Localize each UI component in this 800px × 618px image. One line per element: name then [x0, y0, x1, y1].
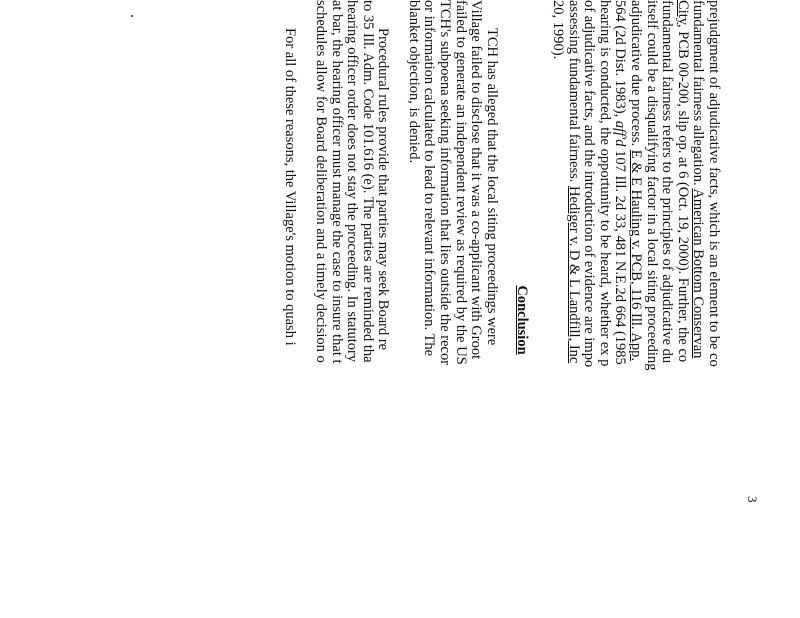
page-number: 3 — [745, 496, 760, 503]
document-body — [282, 0, 721, 618]
paragraph-procedural-rules — [312, 0, 390, 618]
text-line: fundamental fairness refers to the principles of adjudicative du — [659, 0, 676, 364]
paragraph-spacer — [390, 0, 405, 618]
text-line: of adjudicative facts, and the introduction of evidence are impo — [581, 0, 598, 368]
section-heading: Conclusion — [514, 285, 531, 355]
text-line — [627, 0, 643, 618]
paragraph-allegations — [405, 0, 499, 618]
italic-citation: aff'd — [612, 120, 629, 147]
text-run: 564 (2d Dist. 1983), — [612, 0, 629, 121]
paragraph-spacer — [297, 0, 312, 618]
text-line: For all of these reasons, the Village's motion to quash i — [282, 28, 299, 346]
text-line: or information calculated to lead to relevant information. The — [421, 0, 438, 357]
text-line: failed to generate an independent review as required by the US — [452, 0, 469, 365]
text-line: itself could be a disqualifying factor in a local siting proceeding — [643, 0, 660, 371]
text-run: fundamental fairness allegation. — [690, 0, 707, 189]
text-line: schedules allow for Board deliberation and a timely decision o — [312, 0, 329, 363]
scan-speck — [131, 15, 133, 17]
text-run: 107 Ill. 2d 33, 481 N.E.2d 664 (1985 — [612, 146, 629, 365]
text-run: , PCB 00-200, slip op. at 6 (Oct. 19, 2000). Further, the co — [674, 24, 691, 363]
text-line — [612, 0, 628, 618]
text-line: to 35 Ill. Adm. Code 101.616 (e). The parties are reminded tha — [359, 0, 376, 363]
text-run: adjudicative due process. — [628, 0, 645, 150]
text-line: hearing is conducted, the opportunity to be heard, whether ex p — [596, 0, 613, 367]
text-line — [690, 0, 706, 618]
text-line: hearing officer order does not stay the proceeding. In statutory — [344, 0, 361, 363]
text-line: blanket objection, is denied. — [405, 0, 422, 164]
case-citation-link: E & E Hauling v. PCB, 116 Ill. App. — [628, 149, 645, 361]
text-run: assessing fundamental fairness. — [565, 0, 582, 187]
text-line: 20, 1990). — [550, 0, 567, 60]
text-line: at bar, the hearing officer must manage the case to insure that t — [328, 0, 345, 364]
text-line: Procedural rules provide that parties may seek Board re — [375, 28, 392, 351]
text-line — [674, 0, 690, 618]
text-line: prejudgment of adjudicative facts, which is an element to be co — [706, 0, 722, 367]
case-citation-link: American Bottom Conservan — [690, 188, 707, 359]
text-line: Village failed to disclose that it was a co-applicant with Groot — [468, 0, 485, 360]
case-citation-link: City — [674, 0, 691, 25]
paragraph-fundamental-fairness — [549, 0, 721, 618]
text-line: TCH's subpoena seeking information that lies outside the recor — [437, 0, 454, 366]
paragraph-final-reasons — [282, 0, 298, 618]
case-citation-link: Hediger v. D & L Landfill, Inc — [565, 186, 582, 364]
text-line: TCH has alleged that the local siting proceedings were — [483, 28, 500, 346]
text-line — [565, 0, 581, 618]
